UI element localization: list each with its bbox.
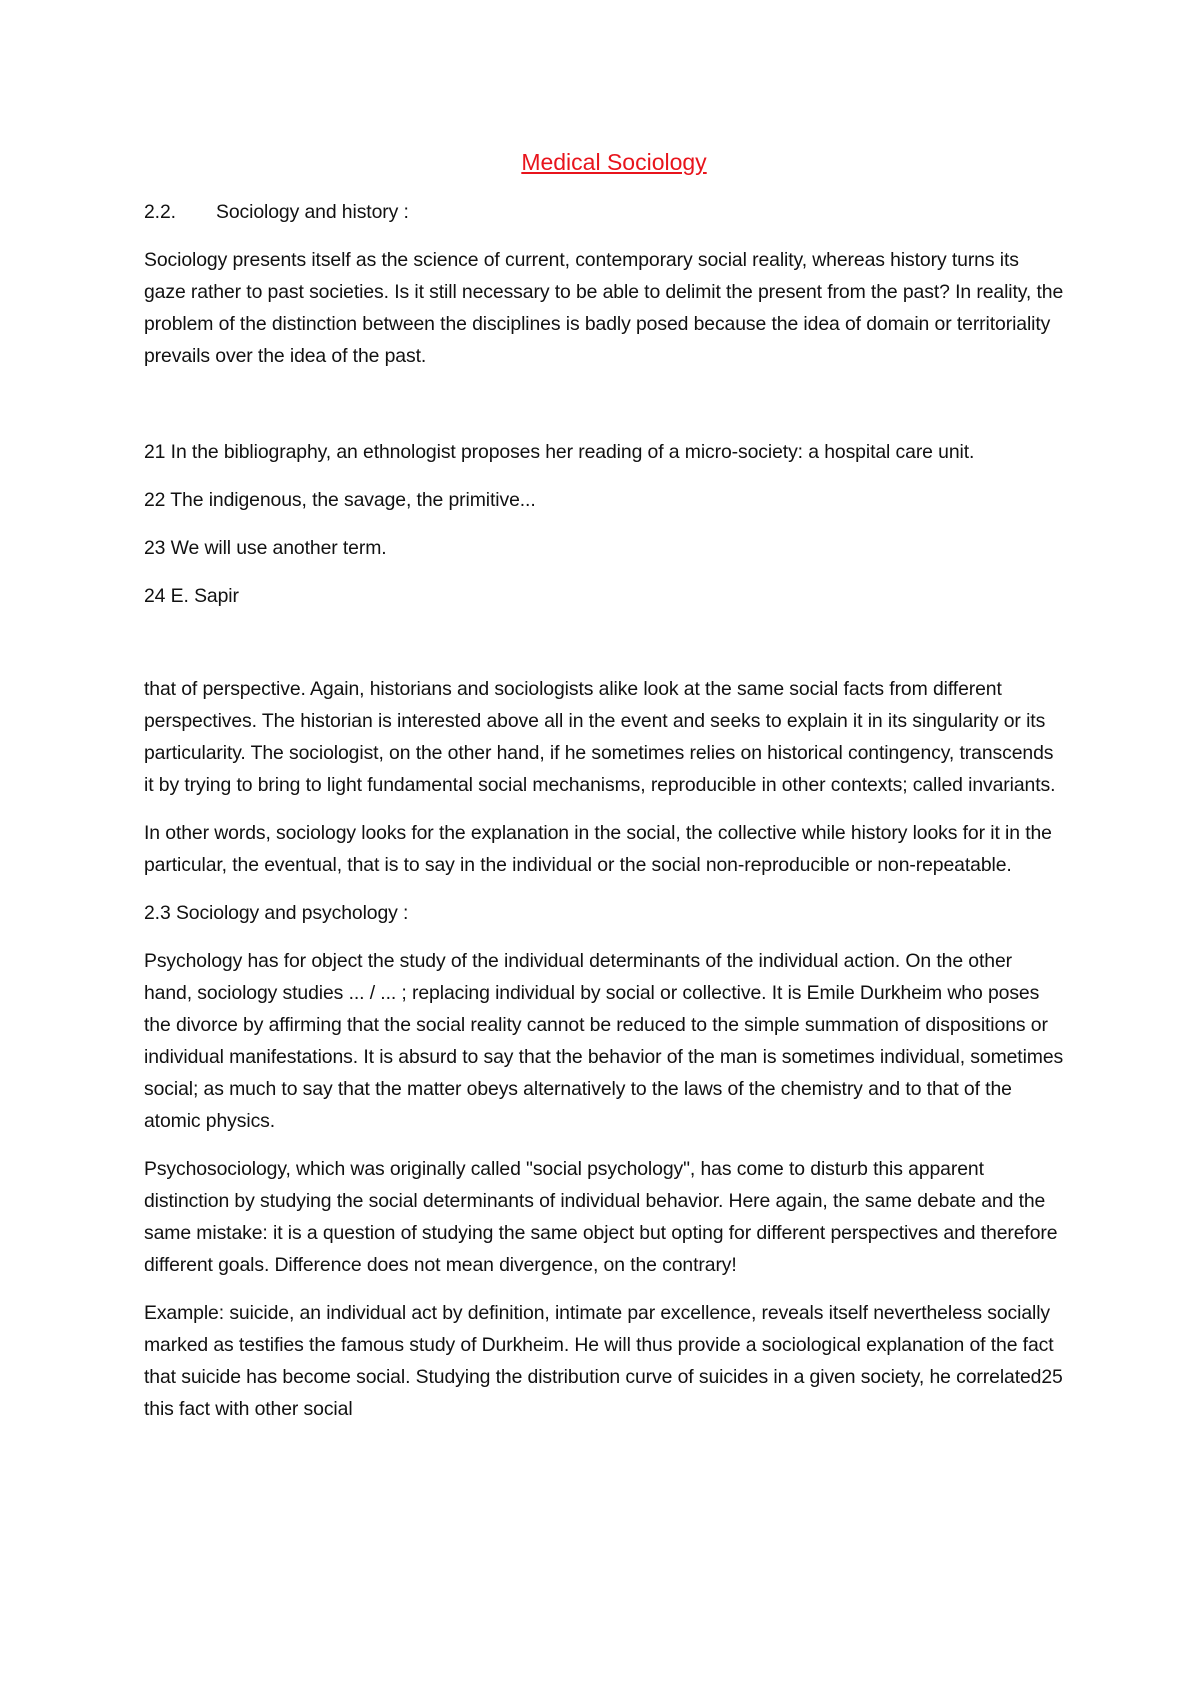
document-content xyxy=(144,146,1064,1441)
paragraph-other-words: In other words, sociology looks for the explanation in the social, the collective while history looks for it in the particular, the eventual, that is to say in the individual or the social non-reproducible or non-repeatable. xyxy=(144,822,1052,876)
spacer xyxy=(144,388,1064,436)
footnote-23: 23 We will use another term. xyxy=(144,537,387,559)
section-number: 2.2. xyxy=(144,201,176,223)
paragraph-psychology: Psychology has for object the study of the individual determinants of the individual action. On the other hand, sociology studies ... / ... ; replacing individual by social or collective. It is Emile Durkheim who poses the divorce by affirming that the social reality cannot be reduced to the simple summation of dispositions or individual manifestations. It is absurd to say that the behavior of the man is sometimes individual, sometimes social; as much to say that the matter obeys alternatively to the laws of the chemistry and to that of the atomic physics. xyxy=(144,950,1064,1132)
section-heading-2-3: 2.3 Sociology and psychology : xyxy=(144,902,409,924)
paragraph-sociology-history: Sociology presents itself as the science of current, contemporary social reality, whereas history turns its gaze rather to past societies. Is it still necessary to be able to delimit the present from the past? In reality, the problem of the distinction between the disciplines is badly posed because the idea of domain or territoriality prevails over the idea of the past. xyxy=(144,249,1064,367)
footnote-24: 24 E. Sapir xyxy=(144,585,239,607)
footnote-21: 21 In the bibliography, an ethnologist proposes her reading of a micro-society: a hospital care unit. xyxy=(144,441,975,463)
section-heading-2-2 xyxy=(144,196,1064,228)
paragraph-perspective: that of perspective. Again, historians and sociologists alike look at the same social facts from different perspectives. The historian is interested above all in the event and seeks to explain it in its singularity or its particularity. The sociologist, on the other hand, if he sometimes relies on historical contingency, transcends it by trying to bring to light fundamental social mechanisms, reproducible in other contexts; called invariants. xyxy=(144,678,1056,796)
paragraph-psychosociology: Psychosociology, which was originally called "social psychology", has come to disturb this apparent distinction by studying the social determinants of individual behavior. Here again, the same debate and the same mistake: it is a question of studying the same object but opting for different perspectives and therefore different goals. Difference does not mean divergence, on the contrary! xyxy=(144,1158,1058,1276)
footnote-22: 22 The indigenous, the savage, the primitive... xyxy=(144,489,536,511)
paragraph-example-suicide: Example: suicide, an individual act by definition, intimate par excellence, reveals itself nevertheless socially marked as testifies the famous study of Durkheim. He will thus provide a sociological explanation of the fact that suicide has become social. Studying the distribution curve of suicides in a given society, he correlated25 this fact with other social xyxy=(144,1302,1063,1420)
document-title: Medical Sociology xyxy=(521,149,707,175)
spacer xyxy=(144,627,1064,673)
section-heading-text: Sociology and history : xyxy=(216,201,409,223)
